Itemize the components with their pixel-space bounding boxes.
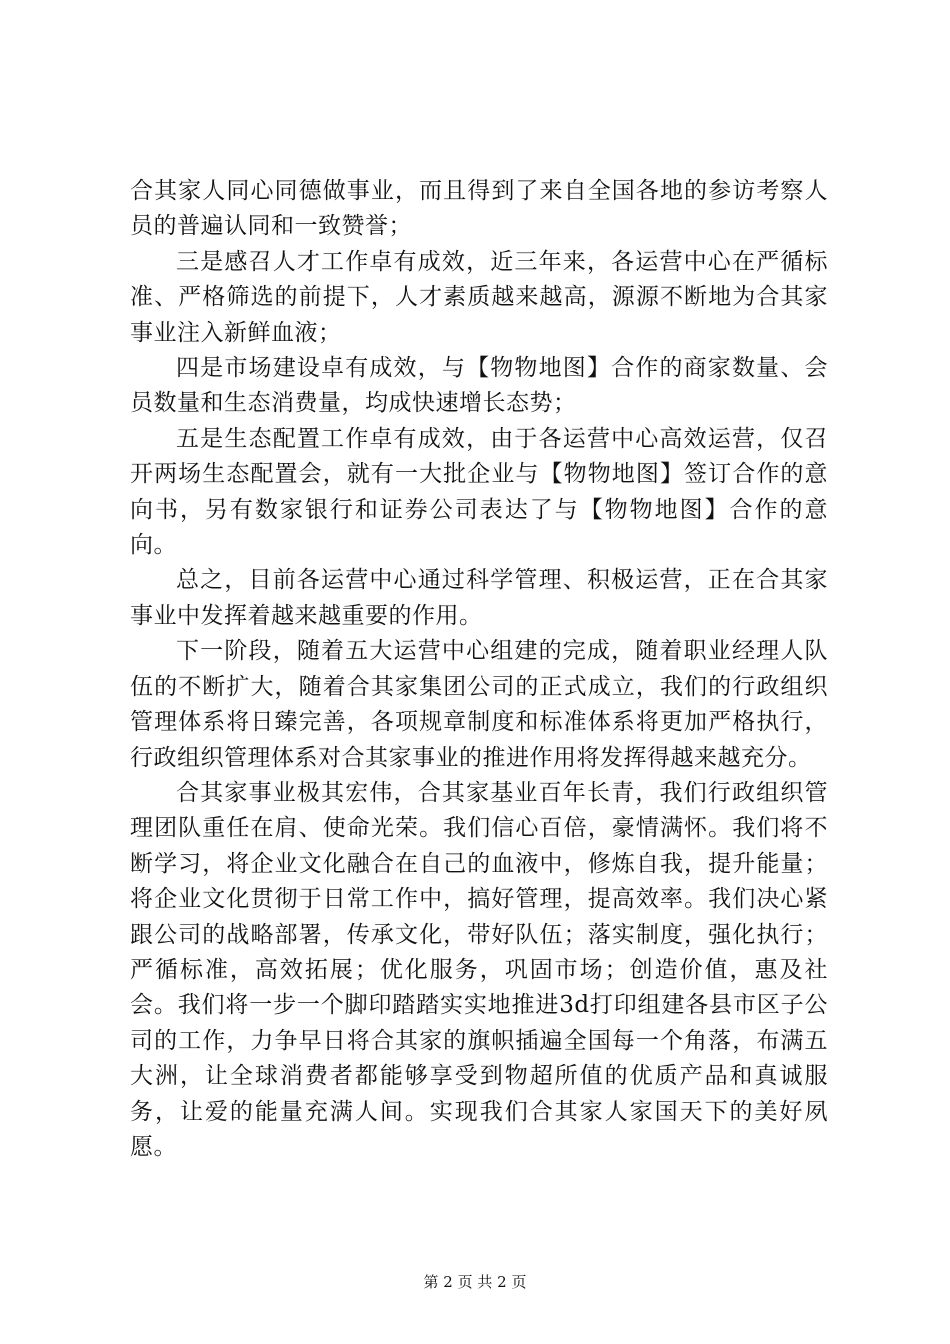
paragraph-vision: 合其家事业极其宏伟，合其家基业百年长青，我们行政组织管理团队重任在肩、使命光荣。我们信心百倍，豪情满怀。我们将不断学习，将企业文化融合在自己的血液中，修炼自我，提升能量；将企业文化贯彻于日常工作中，搞好管理，提高效率。我们决心紧跟公司的战略部署，传承文化，带好队伍；落实制度，强化执行；严循标准，高效拓展；优化服务，巩固市场；创造价值，惠及社会。我们将一步一个脚印踏踏实实地推进3d打印组建各县市区子公司的工作，力争早日将合其家的旗帜插遍全国每一个角落，布满五大洲，让全球消费者都能够享受到物超所值的优质产品和真诚服务，让爱的能量充满人间。实现我们合其家人家国天下的美好夙愿。 — [130, 779, 828, 1160]
paragraph-market: 四是市场建设卓有成效，与【物物地图】合作的商家数量、会员数量和生态消费量，均成快速增长态势； — [130, 355, 828, 417]
paragraph-ecology: 五是生态配置工作卓有成效，由于各运营中心高效运营，仅召开两场生态配置会，就有一大批企业与【物物地图】签订合作的意向书，另有数家银行和证券公司表达了与【物物地图】合作的意向。 — [130, 425, 828, 559]
paragraph-summary: 总之，目前各运营中心通过科学管理、积极运营，正在合其家事业中发挥着越来越重要的作用。 — [130, 567, 828, 629]
page-number-footer: 第 2 页 共 2 页 — [423, 1273, 527, 1291]
paragraph-talent: 三是感召人才工作卓有成效，近三年来，各运营中心在严循标准、严格筛选的前提下，人才素质越来越高，源源不断地为合其家事业注入新鲜血液； — [130, 248, 828, 346]
paragraph-continuation: 合其家人同心同德做事业，而且得到了来自全国各地的参访考察人员的普遍认同和一致赞誉； — [130, 178, 828, 240]
paragraph-next-stage: 下一阶段，随着五大运营中心组建的完成，随着职业经理人队伍的不断扩大，随着合其家集团公司的正式成立，我们的行政组织管理体系将日臻完善，各项规章制度和标准体系将更加严格执行，行政组织管理体系对合其家事业的推进作用将发挥得越来越充分。 — [130, 638, 828, 771]
document-body — [130, 174, 828, 1165]
